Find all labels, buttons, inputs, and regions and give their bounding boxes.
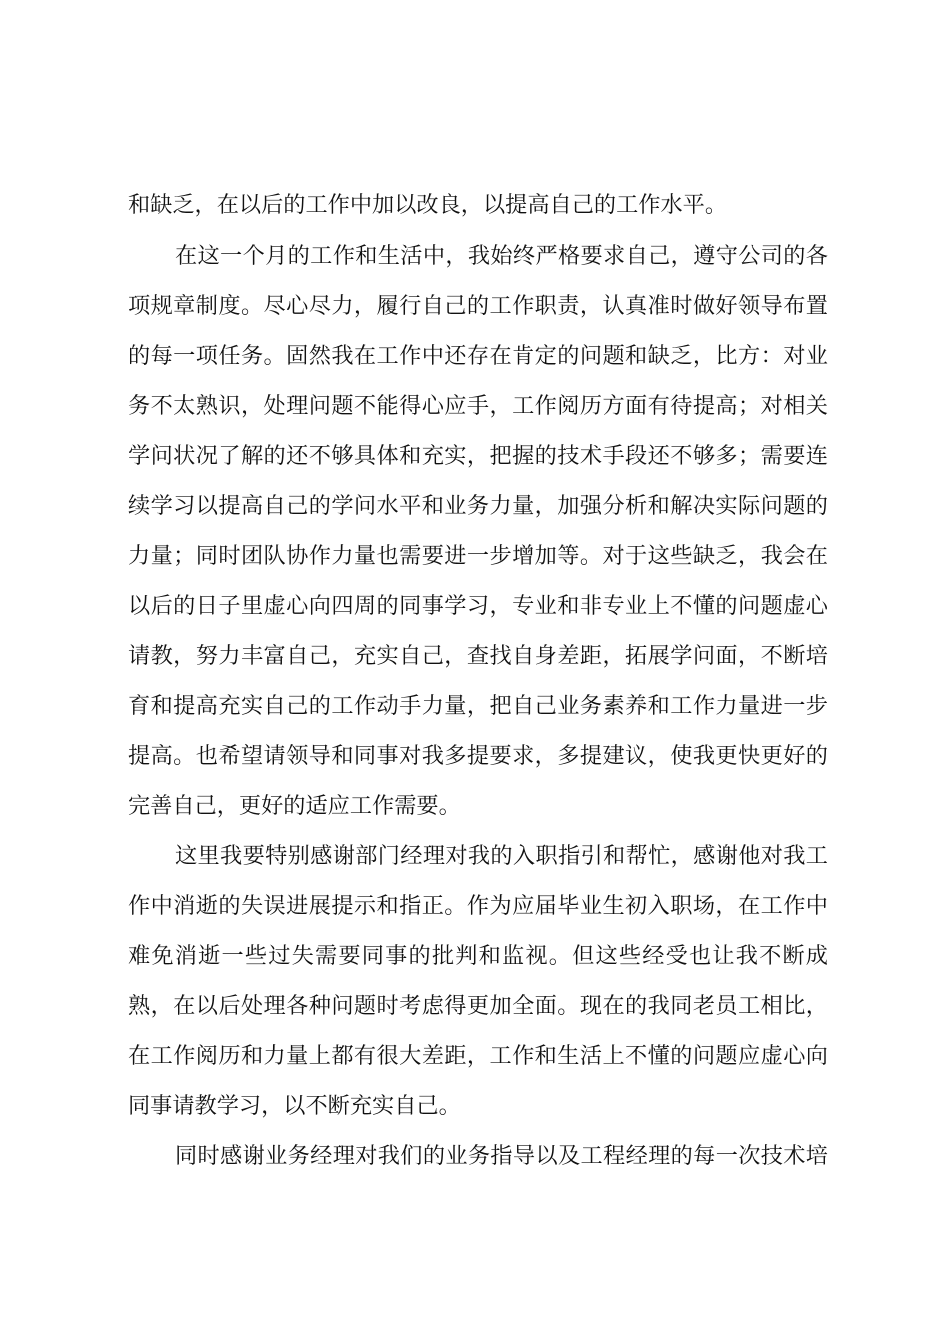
text-line: 的每一项任务。固然我在工作中还存在肯定的问题和缺乏，比方：对业 [128, 343, 828, 369]
text-line: 提高。也希望请领导和同事对我多提要求，多提建议，使我更快更好的 [128, 743, 828, 769]
paragraph-first-line: 在这一个月的工作和生活中，我始终严格要求自己，遵守公司的各 [175, 243, 828, 269]
paragraph-first-line: 这里我要特别感谢部门经理对我的入职指引和帮忙，感谢他对我工 [175, 843, 828, 869]
text-line: 项规章制度。尽心尽力，履行自己的工作职责，认真准时做好领导布置 [128, 293, 828, 319]
text-line: 以后的日子里虚心向四周的同事学习，专业和非专业上不懂的问题虚心 [128, 593, 828, 619]
text-line: 续学习以提高自己的学问水平和业务力量，加强分析和解决实际问题的 [128, 493, 828, 519]
text-line: 完善自己，更好的适应工作需要。 [128, 793, 461, 819]
paragraph-first-line: 同时感谢业务经理对我们的业务指导以及工程经理的每一次技术培 [175, 1143, 828, 1169]
text-line: 在工作阅历和力量上都有很大差距，工作和生活上不懂的问题应虚心向 [128, 1043, 828, 1069]
text-line: 同事请教学习，以不断充实自己。 [128, 1093, 461, 1119]
text-line: 作中消逝的失误进展提示和指正。作为应届毕业生初入职场，在工作中 [128, 893, 828, 919]
text-line: 请教，努力丰富自己，充实自己，查找自身差距，拓展学问面，不断培 [128, 643, 828, 669]
text-line: 育和提高充实自己的工作动手力量，把自己业务素养和工作力量进一步 [128, 693, 828, 719]
text-line: 难免消逝一些过失需要同事的批判和监视。但这些经受也让我不断成 [128, 943, 828, 969]
text-line: 务不太熟识，处理问题不能得心应手，工作阅历方面有待提高；对相关 [128, 393, 828, 419]
text-line: 学问状况了解的还不够具体和充实，把握的技术手段还不够多；需要连 [128, 443, 828, 469]
text-line: 力量；同时团队协作力量也需要进一步增加等。对于这些缺乏，我会在 [128, 543, 828, 569]
text-line: 熟，在以后处理各种问题时考虑得更加全面。现在的我同老员工相比， [128, 993, 828, 1019]
text-line: 和缺乏，在以后的工作中加以改良，以提高自己的工作水平。 [128, 192, 728, 218]
